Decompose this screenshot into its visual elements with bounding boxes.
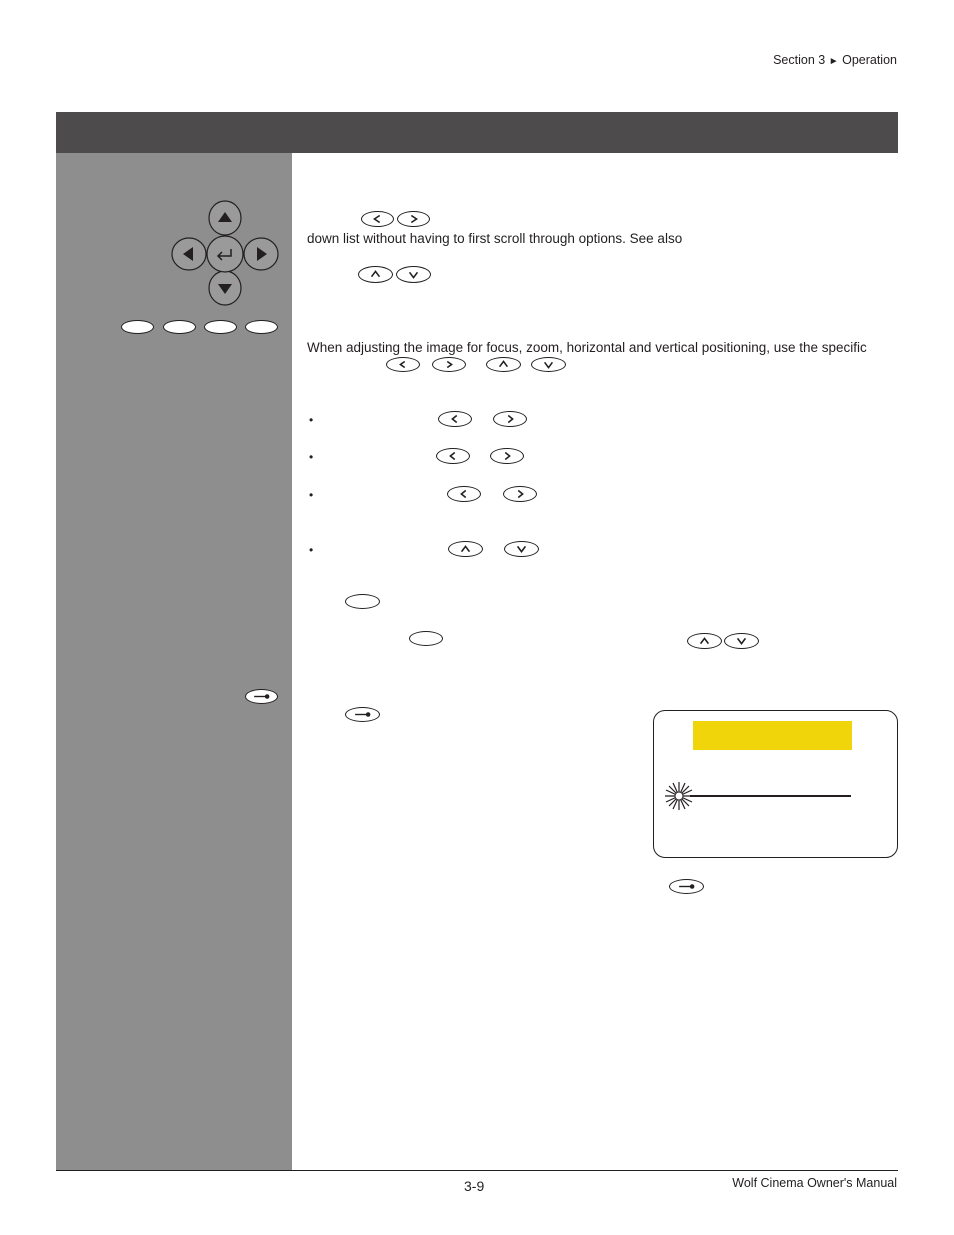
left-key <box>447 486 481 502</box>
left-key <box>436 448 470 464</box>
down-key <box>396 266 431 283</box>
right-key <box>432 357 466 372</box>
up-key <box>448 541 483 557</box>
right-key <box>490 448 524 464</box>
left-arrow-icon <box>448 487 480 501</box>
laser-key <box>345 707 380 722</box>
warning-band <box>693 721 852 750</box>
blank-key <box>345 594 380 609</box>
up-arrow-icon <box>487 358 520 371</box>
down-arrow-icon <box>725 634 758 648</box>
laser-key <box>669 879 704 894</box>
right-key <box>503 486 537 502</box>
left-key <box>438 411 472 427</box>
page-number: 3-9 <box>464 1178 485 1194</box>
footer-rule <box>56 1170 898 1171</box>
section-name: Operation <box>842 53 897 67</box>
right-key <box>493 411 527 427</box>
laser-icon <box>346 708 379 721</box>
manual-title: Wolf Cinema Owner's Manual <box>732 1176 897 1190</box>
separator-triangle-icon: ► <box>828 56 839 67</box>
bullet: • <box>309 543 314 557</box>
down-key <box>724 633 759 649</box>
right-arrow-icon <box>494 412 526 426</box>
up-arrow-icon <box>359 267 392 282</box>
laser-icon <box>670 880 703 893</box>
up-key <box>486 357 521 372</box>
left-arrow-icon <box>387 358 419 371</box>
blank-key <box>409 631 443 646</box>
left-arrow-icon <box>437 449 469 463</box>
bullet: • <box>309 450 314 464</box>
down-arrow-icon <box>397 267 430 282</box>
down-arrow-icon <box>505 542 538 556</box>
remote-button-2 <box>163 320 196 334</box>
running-header <box>773 53 897 67</box>
remote-button-4 <box>245 320 278 334</box>
remote-button-3 <box>204 320 237 334</box>
laser-icon <box>246 690 277 703</box>
bullet: • <box>309 413 314 427</box>
left-key <box>386 357 420 372</box>
warning-rule <box>690 795 851 797</box>
up-arrow-icon <box>688 634 721 648</box>
up-key <box>687 633 722 649</box>
remote-button-1 <box>121 320 154 334</box>
left-arrow-icon <box>362 212 393 226</box>
body-line-adjusting: When adjusting the image for focus, zoom, horizontal and vertical positioning, use the specific <box>307 340 867 355</box>
right-key <box>397 211 430 227</box>
right-arrow-icon <box>433 358 465 371</box>
left-arrow-icon <box>439 412 471 426</box>
title-bar <box>56 112 898 153</box>
down-key <box>504 541 539 557</box>
down-key <box>531 357 566 372</box>
up-arrow-icon <box>449 542 482 556</box>
down-arrow-icon <box>532 358 565 371</box>
laser-key <box>245 689 278 704</box>
section-label: Section 3 <box>773 53 826 67</box>
left-key <box>361 211 394 227</box>
right-arrow-icon <box>504 487 536 501</box>
right-arrow-icon <box>491 449 523 463</box>
remote-dpad-icon <box>170 200 280 308</box>
body-line-dropdown: down list without having to first scroll through options. See also <box>307 231 683 246</box>
bullet: • <box>309 488 314 502</box>
right-arrow-icon <box>398 212 429 226</box>
up-key <box>358 266 393 283</box>
